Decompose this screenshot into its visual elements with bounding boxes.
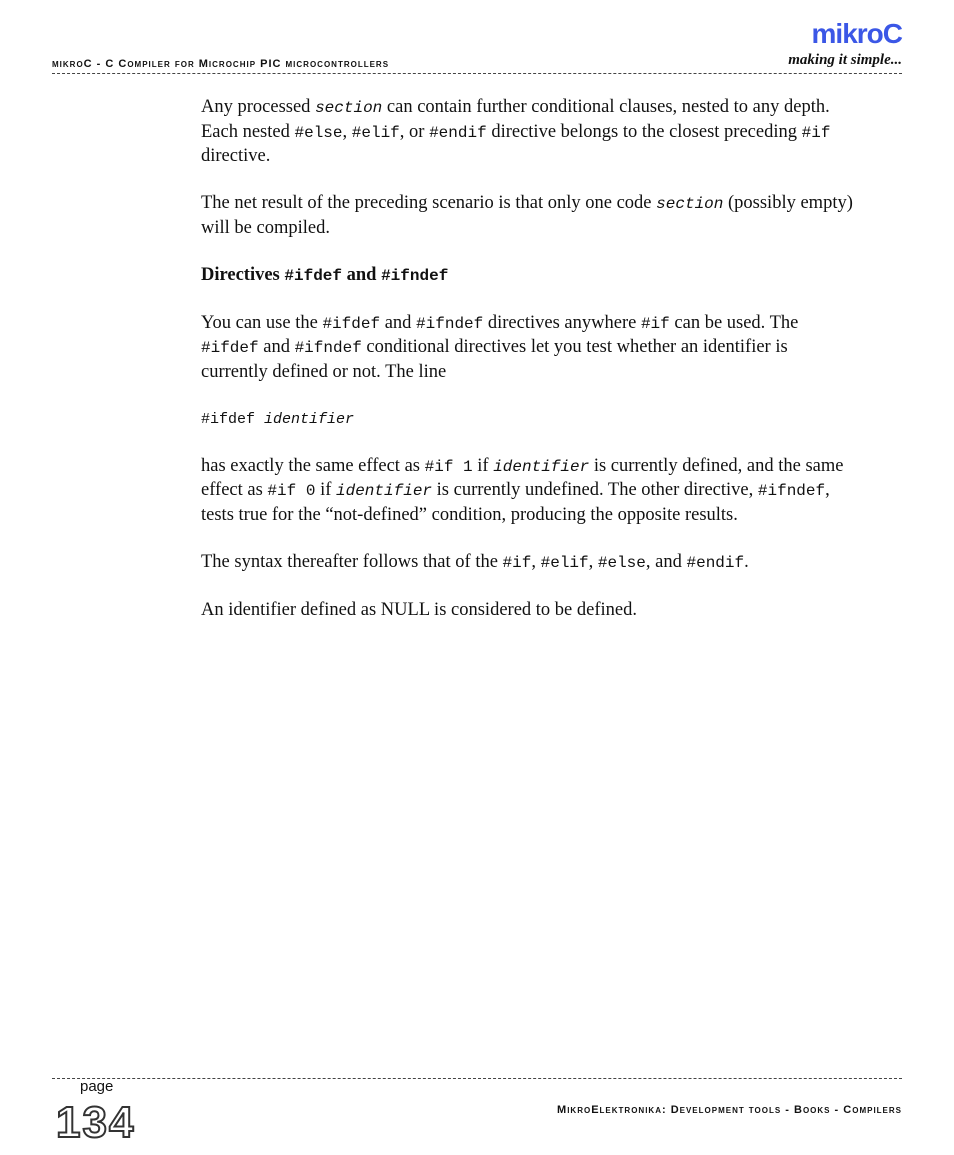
code-token: #if xyxy=(801,123,831,142)
text-run: , or xyxy=(399,121,430,142)
paragraph-null xyxy=(201,599,856,623)
text-run: is currently defined, and the same effect as xyxy=(201,455,844,500)
text-run: , xyxy=(342,121,352,142)
code-example xyxy=(201,408,856,432)
code-token: #elif xyxy=(351,123,400,142)
code-token: #if xyxy=(640,314,670,333)
paragraph-ifdef-usage xyxy=(201,312,856,385)
text-run: , tests true for the “not-defined” condition, producing the opposite results. xyxy=(201,480,830,525)
text-run: You can use the xyxy=(201,312,323,333)
code-token: #endif xyxy=(429,123,487,142)
code-token: section xyxy=(656,195,724,213)
code-token: #ifndef xyxy=(381,266,449,285)
footer-publisher: MikroElektronika: Development tools - Books - Compilers xyxy=(557,1104,902,1116)
code-token: #ifndef xyxy=(757,482,826,500)
paragraph-nested-sections xyxy=(201,96,856,169)
header-divider xyxy=(52,73,902,74)
text-run: , xyxy=(531,551,541,572)
brand-slogan: making it simple... xyxy=(788,52,902,68)
code-token: #if 0 xyxy=(267,482,316,500)
text-run: An identifier defined as NULL is considered to be defined. xyxy=(201,599,637,620)
text-run: and xyxy=(342,264,382,285)
text-run: directive belongs to the closest preceding xyxy=(486,121,802,142)
text-run: . xyxy=(744,551,749,572)
code-token: #endif xyxy=(686,553,745,572)
page-number: 134 xyxy=(56,1098,136,1147)
paragraph-net-result xyxy=(201,192,856,240)
text-run: can contain further conditional clauses, nested to any depth. Each nested xyxy=(201,97,830,142)
page-body xyxy=(201,96,856,646)
code-token: #ifndef xyxy=(294,339,362,357)
text-run: #ifdef xyxy=(201,410,265,428)
brand-logo: mikroC xyxy=(811,18,902,49)
section-heading xyxy=(201,264,856,289)
code-token: #if xyxy=(502,553,532,572)
text-run: if xyxy=(472,455,494,476)
text-run: directive. xyxy=(201,146,271,166)
code-token: identifier xyxy=(336,482,433,500)
code-token: #ifndef xyxy=(416,314,484,333)
page-label: page xyxy=(80,1078,114,1095)
code-token: #else xyxy=(597,553,646,572)
text-run: Any processed xyxy=(201,97,316,117)
text-run: and xyxy=(258,337,295,357)
code-token: #if 1 xyxy=(424,457,473,476)
text-run: The net result of the preceding scenario is that only one code xyxy=(201,193,657,213)
code-token: #ifdef xyxy=(201,339,259,357)
code-token: #ifdef xyxy=(322,314,381,333)
text-run: (possibly empty) will be compiled. xyxy=(201,193,853,238)
code-token: section xyxy=(315,99,383,117)
text-run: is currently undefined. The other directive, xyxy=(432,480,758,500)
running-header-title: mikroC - C Compiler for Microchip PIC microcontrollers xyxy=(52,58,390,70)
text-run: has exactly the same effect as xyxy=(201,455,425,476)
text-run: conditional directives let you test whether an identifier is currently defined or not. The line xyxy=(201,337,788,382)
text-run: can be used. The xyxy=(669,312,799,333)
text-run: Directives xyxy=(201,264,285,285)
paragraph-syntax xyxy=(201,551,856,576)
text-run: identifier xyxy=(264,410,355,428)
code-token: #elif xyxy=(540,553,589,572)
paragraph-ifdef-effect xyxy=(201,455,856,528)
code-token: identifier xyxy=(493,457,590,476)
code-token: #ifdef xyxy=(284,266,342,285)
code-token: #else xyxy=(294,123,343,142)
text-run: The syntax thereafter follows that of the xyxy=(201,551,503,572)
text-run: and xyxy=(380,312,417,333)
text-run: , xyxy=(588,551,598,572)
text-run: directives anywhere xyxy=(483,312,641,333)
text-run: if xyxy=(315,480,336,500)
footer-divider xyxy=(52,1078,902,1079)
text-run: , and xyxy=(645,551,687,572)
